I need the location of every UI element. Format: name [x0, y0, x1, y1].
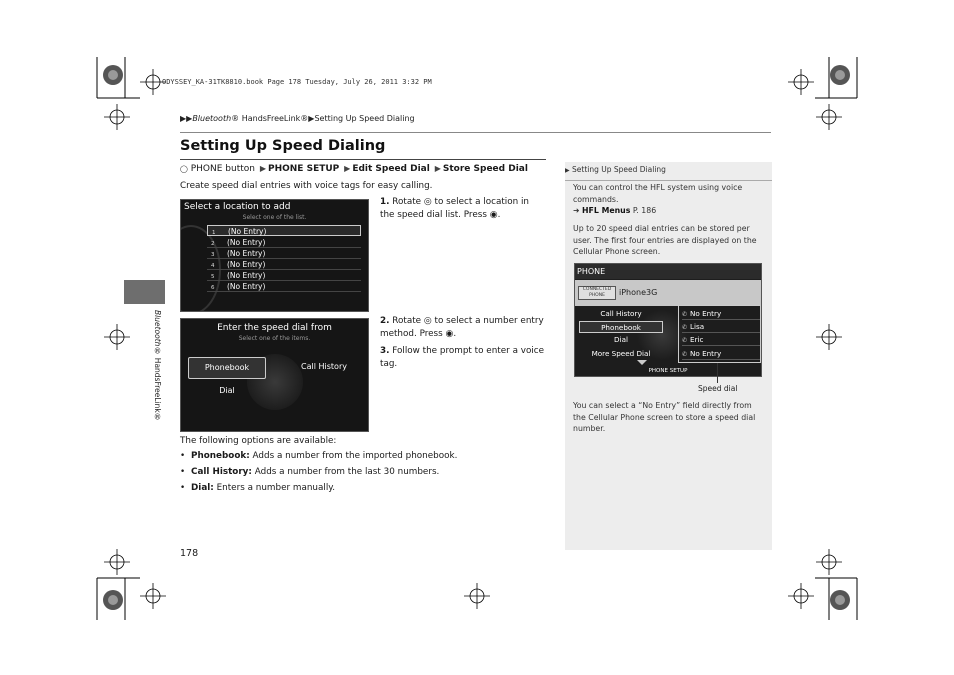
path-arrow-icon: ▶	[434, 164, 441, 173]
chapter-label-italic: Bluetooth	[153, 310, 162, 347]
breadcrumb-hfl: ® HandsFreeLink®▶	[231, 114, 315, 123]
call-history-menu[interactable]: Call History	[600, 309, 642, 318]
phone-icon: ✆	[682, 311, 688, 318]
dial-option[interactable]: Dial	[219, 386, 235, 395]
chapter-label-rest: ® HandsFreeLink®	[153, 346, 162, 422]
speed-dial-entry[interactable]: ✆ No Entry	[682, 308, 760, 320]
phone-button-icon: ◯	[180, 165, 188, 173]
screen1-title: Select a location to add	[184, 202, 291, 212]
location-select-screen	[180, 199, 369, 312]
list-item: • Dial: Enters a number manually.	[180, 483, 457, 499]
connected-phone-badge: CONNECTED PHONE	[578, 286, 616, 300]
speed-dial-slot[interactable]: 2 (No Entry)	[207, 237, 361, 248]
speed-dial-callout: Speed dial	[698, 384, 738, 393]
phone-screen	[574, 263, 762, 377]
phonebook-option[interactable]: Phonebook	[188, 357, 266, 379]
speed-dial-entry[interactable]: ✆ No Entry	[682, 348, 760, 360]
intro-text: Create speed dial entries with voice tags for easy calling.	[180, 181, 433, 191]
screen2-subtitle: Select one of the items.	[238, 335, 311, 342]
note-rule	[565, 180, 772, 181]
speed-dial-slot[interactable]: 1 (No Entry)	[207, 225, 361, 236]
phone-screen-title: PHONE	[575, 264, 761, 279]
speed-dial-slot[interactable]: 3 (No Entry)	[207, 248, 361, 259]
page-number: 178	[180, 548, 199, 559]
speed-dial-entry[interactable]: ✆ Eric	[682, 334, 760, 346]
callout-line	[717, 363, 718, 383]
note-reference: ➜ HFL Menus P. 186	[573, 206, 657, 215]
path-step-1: PHONE SETUP	[268, 164, 340, 174]
page-title: Setting Up Speed Dialing	[180, 138, 386, 154]
call-history-option[interactable]: Call History	[301, 362, 347, 371]
options-list	[180, 451, 457, 499]
scroll-down-icon	[637, 360, 647, 365]
press-knob-icon: ◉	[445, 329, 454, 339]
options-intro: The following options are available:	[180, 436, 337, 446]
note-heading: ▶ Setting Up Speed Dialing	[565, 165, 666, 174]
note-arrow-icon: ▶	[565, 167, 570, 174]
press-knob-icon: ◉	[489, 210, 498, 220]
phone-setup-label[interactable]: PHONE SETUP	[648, 368, 688, 374]
print-header: ODYSSEY_KA-31TK8810.book Page 178 Tuesday, July 26, 2011 3:32 PM	[162, 78, 432, 86]
breadcrumb-current: Setting Up Speed Dialing	[314, 114, 415, 123]
header-rule	[180, 132, 771, 133]
speed-dial-slot[interactable]: 4 (No Entry)	[207, 259, 361, 270]
more-speed-dial-menu[interactable]: More Speed Dial	[591, 349, 651, 358]
speed-dial-slot[interactable]: 6 (No Entry)	[207, 281, 361, 292]
chapter-label	[153, 310, 162, 422]
speed-dial-slot[interactable]: 5 (No Entry)	[207, 270, 361, 281]
phonebook-menu[interactable]: Phonebook	[579, 321, 663, 333]
breadcrumb	[180, 114, 415, 123]
breadcrumb-prefix: ▶▶	[180, 114, 193, 123]
path-arrow-icon: ▶	[344, 164, 351, 173]
entry-method-screen	[180, 318, 369, 432]
selector-knob-icon: ◎	[423, 197, 432, 207]
path-step-2: Edit Speed Dial	[352, 164, 430, 174]
dial-menu[interactable]: Dial	[614, 335, 628, 344]
chapter-tab	[124, 280, 165, 304]
note-paragraph-1: You can control the HFL system using voice commands.	[573, 183, 743, 204]
hfl-menus-link[interactable]: HFL Menus	[582, 206, 631, 215]
reference-arrow-icon: ➜	[573, 206, 580, 215]
selector-knob-icon: ◎	[423, 316, 432, 326]
list-item: • Phonebook: Adds a number from the imported phonebook.	[180, 451, 457, 467]
breadcrumb-bluetooth: Bluetooth	[192, 114, 232, 123]
path-start: PHONE button	[190, 164, 255, 174]
note-paragraph-3: You can select a “No Entry” field directly from the Cellular Phone screen to store a speed dial number.	[573, 401, 756, 433]
step-2: 2. Rotate ◎ to select a number entry method. Press ◉.	[380, 316, 544, 339]
phone-icon: ✆	[682, 337, 688, 344]
title-rule	[180, 159, 546, 160]
list-item: • Call History: Adds a number from the last 30 numbers.	[180, 467, 457, 483]
phone-icon: ✆	[682, 351, 688, 358]
screen2-title: Enter the speed dial from	[217, 323, 332, 333]
screen1-subtitle: Select one of the list.	[242, 214, 307, 221]
phone-icon: ✆	[682, 324, 688, 331]
step-1: 1. Rotate ◎ to select a location in the speed dial list. Press ◉.	[380, 197, 529, 220]
phone-name: iPhone3G	[619, 288, 658, 297]
step-3: 3. Follow the prompt to enter a voice tag.	[380, 346, 545, 369]
path-step-3: Store Speed Dial	[442, 164, 528, 174]
note-paragraph-2: Up to 20 speed dial entries can be stored per user. The first four entries are displayed on the Cellular Phone screen.	[573, 224, 757, 256]
speed-dial-entry[interactable]: ✆ Lisa	[682, 321, 760, 333]
path-arrow-icon: ▶	[259, 164, 266, 173]
menu-path	[180, 164, 528, 174]
